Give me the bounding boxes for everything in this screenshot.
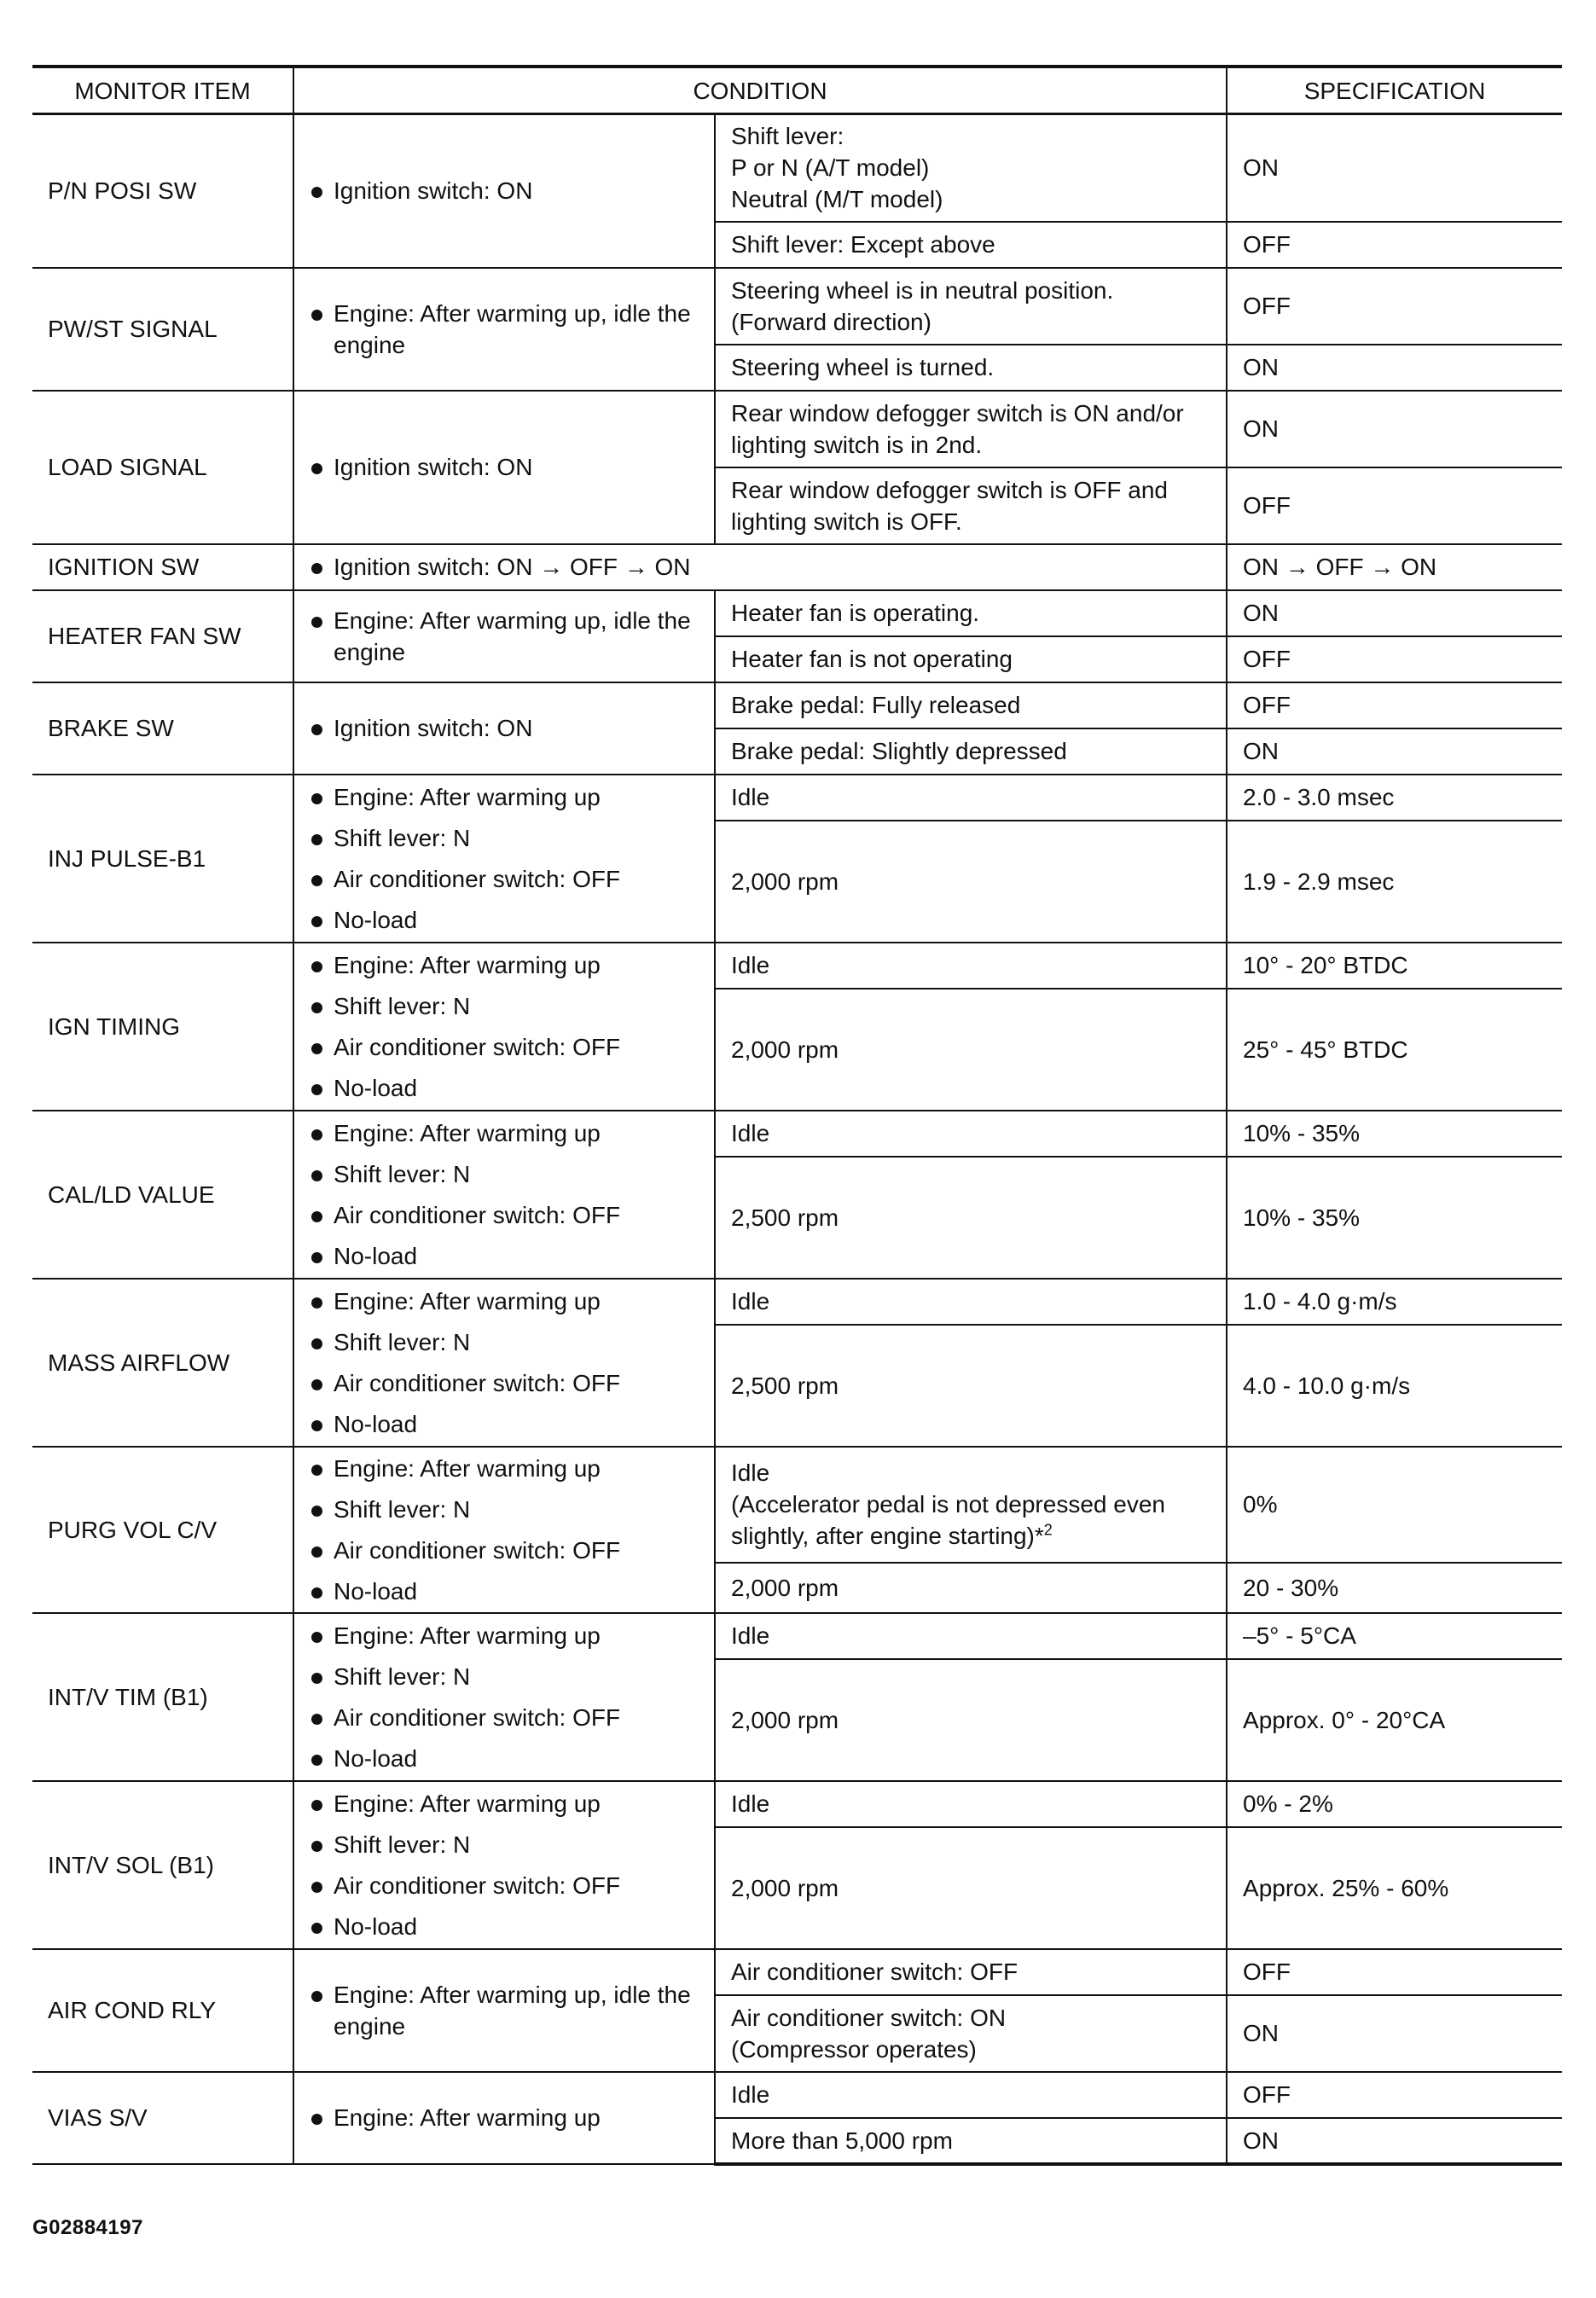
- sub-condition-cell: [715, 2072, 1227, 2118]
- specification-cell: 20 - 30%: [1227, 1563, 1562, 1613]
- specification-cell: OFF: [1227, 636, 1562, 682]
- sub-condition-line: Idle: [731, 952, 770, 978]
- condition-cell: [293, 1949, 715, 2072]
- sub-condition-cell: [715, 1781, 1227, 1827]
- condition-bullet: No-load: [310, 1408, 699, 1440]
- specification-cell: 0%: [1227, 1447, 1562, 1563]
- sub-condition-line: Idle: [731, 784, 770, 810]
- table-row: [32, 1613, 1562, 1659]
- table-row: [32, 391, 1562, 467]
- sub-condition-cell: [715, 775, 1227, 821]
- condition-cell: [293, 1447, 715, 1613]
- sub-condition-line: Air conditioner switch: OFF: [731, 1959, 1019, 1985]
- condition-cell: [293, 1111, 715, 1279]
- condition-bullet: Engine: After warming up: [310, 1620, 699, 1651]
- sub-condition-cell: [715, 943, 1227, 989]
- sub-condition-line: Steering wheel is turned.: [731, 354, 995, 380]
- monitor-item-cell: BRAKE SW: [32, 682, 293, 775]
- monitor-item-cell: VIAS S/V: [32, 2072, 293, 2164]
- sub-condition-cell: [715, 1279, 1227, 1325]
- sub-condition-cell: [715, 114, 1227, 222]
- table-row: [32, 1447, 1562, 1563]
- specification-cell: 10° - 20° BTDC: [1227, 943, 1562, 989]
- table-row: [32, 775, 1562, 821]
- sub-condition-line: Idle: [731, 1120, 770, 1146]
- specification-cell: ON: [1227, 590, 1562, 636]
- sub-condition-text: (Accelerator pedal is not depressed even slightly, after engine starting)*: [731, 1491, 1165, 1550]
- specification-cell: OFF: [1227, 268, 1562, 345]
- sub-condition-cell: [715, 222, 1227, 268]
- sub-condition-line: Idle: [731, 1622, 770, 1649]
- condition-bullet: No-load: [310, 1576, 699, 1607]
- sub-condition-line: 2,000 rpm: [731, 868, 839, 895]
- sub-condition-line: 2,500 rpm: [731, 1204, 839, 1231]
- monitor-item-cell: AIR COND RLY: [32, 1949, 293, 2072]
- header-row: [32, 67, 1562, 114]
- condition-cell: [293, 1279, 715, 1447]
- sub-condition-line: (Compressor operates): [731, 2035, 977, 2063]
- specification-cell: OFF: [1227, 222, 1562, 268]
- sub-condition-line: Rear window defogger switch is OFF and lighting switch is OFF.: [731, 476, 1168, 535]
- monitor-item-cell: CAL/LD VALUE: [32, 1111, 293, 1279]
- sub-condition-line: Brake pedal: Fully released: [731, 692, 1021, 718]
- condition-cell: [293, 114, 715, 268]
- condition-bullet: No-load: [310, 1911, 699, 1942]
- condition-bullet: Ignition switch: ON: [310, 451, 699, 483]
- condition-bullet: Engine: After warming up: [310, 1285, 699, 1317]
- monitor-item-cell: P/N POSI SW: [32, 114, 293, 268]
- condition-bullet: Air conditioner switch: OFF: [310, 863, 699, 895]
- sub-condition-cell: [715, 636, 1227, 682]
- condition-bullet: Engine: After warming up: [310, 1788, 699, 1819]
- sub-condition-line: Brake pedal: Slightly depressed: [731, 738, 1067, 764]
- sub-condition-cell: [715, 682, 1227, 728]
- specification-cell: 25° - 45° BTDC: [1227, 989, 1562, 1111]
- specification-cell: OFF: [1227, 1949, 1562, 1995]
- sub-condition-line: Heater fan is not operating: [731, 646, 1013, 672]
- sub-condition-cell: [715, 1827, 1227, 1949]
- monitor-item-cell: HEATER FAN SW: [32, 590, 293, 682]
- monitor-item-cell: IGNITION SW: [32, 544, 293, 590]
- specification-cell: OFF: [1227, 682, 1562, 728]
- monitor-item-cell: PW/ST SIGNAL: [32, 268, 293, 391]
- condition-bullet: Ignition switch: ON: [310, 712, 699, 744]
- sub-condition-line: Idle: [731, 2081, 770, 2108]
- condition-bullet: Air conditioner switch: OFF: [310, 1031, 699, 1063]
- condition-bullet: Air conditioner switch: OFF: [310, 1367, 699, 1399]
- condition-bullet: Engine: After warming up: [310, 1453, 699, 1484]
- sub-condition-cell: [715, 728, 1227, 775]
- condition-bullet: Air conditioner switch: OFF: [310, 1535, 699, 1566]
- specification-cell: OFF: [1227, 2072, 1562, 2118]
- sub-condition-line: Steering wheel is in neutral position.: [731, 276, 1114, 304]
- condition-bullet: Shift lever: N: [310, 1326, 699, 1358]
- sub-condition-line: Idle: [731, 1459, 770, 1487]
- sub-condition-line: 2,000 rpm: [731, 1036, 839, 1063]
- condition-cell: [293, 590, 715, 682]
- sub-condition-line: Rear window defogger switch is ON and/or lighting switch is in 2nd.: [731, 399, 1184, 458]
- monitor-item-cell: INT/V TIM (B1): [32, 1613, 293, 1781]
- specification-cell: 0% - 2%: [1227, 1781, 1562, 1827]
- condition-cell: [293, 775, 715, 943]
- condition-bullet: Engine: After warming up: [310, 2102, 699, 2133]
- condition-cell: [293, 391, 715, 544]
- condition-bullet: Engine: After warming up: [310, 949, 699, 981]
- specification-cell: 2.0 - 3.0 msec: [1227, 775, 1562, 821]
- sub-condition-cell: [715, 1157, 1227, 1279]
- footnote-marker: 2: [1043, 1521, 1053, 1539]
- table-row: [32, 544, 1562, 590]
- sub-condition-line: 2,500 rpm: [731, 1372, 839, 1399]
- condition-cell: [293, 2072, 715, 2164]
- condition-bullet: No-load: [310, 1240, 699, 1272]
- sub-condition-cell: [715, 590, 1227, 636]
- condition-bullet: Air conditioner switch: OFF: [310, 1199, 699, 1231]
- table-row: [32, 590, 1562, 636]
- sub-condition-line: Shift lever: Except above: [731, 231, 995, 258]
- specification-cell: ON: [1227, 391, 1562, 467]
- condition-bullet: Shift lever: N: [310, 822, 699, 854]
- sub-condition-cell: [715, 1563, 1227, 1613]
- sub-condition-cell: [715, 345, 1227, 391]
- specification-cell: Approx. 0° - 20°CA: [1227, 1659, 1562, 1781]
- table-row: [32, 1949, 1562, 1995]
- condition-cell: [293, 1613, 715, 1781]
- condition-bullet: Ignition switch: ON: [310, 175, 699, 206]
- monitor-item-cell: IGN TIMING: [32, 943, 293, 1111]
- table-row: [32, 268, 1562, 345]
- sub-condition-line: Neutral (M/T model): [731, 186, 943, 213]
- condition-bullet: Shift lever: N: [310, 1661, 699, 1692]
- table-body: [32, 67, 1562, 2164]
- sub-condition-cell: [715, 1447, 1227, 1563]
- sub-condition-line: 2,000 rpm: [731, 1574, 839, 1601]
- specification-cell: 1.0 - 4.0 g·m/s: [1227, 1279, 1562, 1325]
- sub-condition-cell: [715, 467, 1227, 544]
- table-row: [32, 114, 1562, 222]
- sub-condition-cell: [715, 1111, 1227, 1157]
- condition-bullet: Engine: After warming up, idle the engine: [310, 298, 699, 361]
- sub-condition-cell: [715, 2118, 1227, 2164]
- specification-cell: ON: [1227, 728, 1562, 775]
- monitor-item-cell: INJ PULSE-B1: [32, 775, 293, 943]
- header-condition: CONDITION: [293, 67, 1227, 114]
- table-row: [32, 1781, 1562, 1827]
- sub-condition-line: Idle: [731, 1790, 770, 1817]
- table-row: [32, 682, 1562, 728]
- table-row: [32, 1111, 1562, 1157]
- condition-bullet: No-load: [310, 1743, 699, 1774]
- sub-condition-cell: [715, 1659, 1227, 1781]
- condition-bullet: Air conditioner switch: OFF: [310, 1702, 699, 1733]
- specification-cell: ON: [1227, 114, 1562, 222]
- condition-cell: [293, 1781, 715, 1949]
- condition-bullet: Engine: After warming up, idle the engine: [310, 605, 699, 668]
- condition-bullet: Shift lever: N: [310, 990, 699, 1022]
- condition-cell: [293, 268, 715, 391]
- monitor-item-cell: INT/V SOL (B1): [32, 1781, 293, 1949]
- monitor-item-cell: MASS AIRFLOW: [32, 1279, 293, 1447]
- specification-cell: ON: [1227, 1995, 1562, 2072]
- header-monitor-item: MONITOR ITEM: [32, 67, 293, 114]
- specification-cell: ON → OFF → ON: [1227, 544, 1562, 590]
- sub-condition-cell: [715, 391, 1227, 467]
- specification-cell: 1.9 - 2.9 msec: [1227, 821, 1562, 943]
- specification-cell: –5° - 5°CA: [1227, 1613, 1562, 1659]
- table-row: [32, 2072, 1562, 2118]
- condition-bullet: Engine: After warming up: [310, 781, 699, 813]
- condition-bullet: Air conditioner switch: OFF: [310, 1870, 699, 1901]
- condition-bullet: No-load: [310, 1072, 699, 1104]
- specification-cell: OFF: [1227, 467, 1562, 544]
- monitor-item-cell: PURG VOL C/V: [32, 1447, 293, 1613]
- sub-condition-line: Air conditioner switch: ON: [731, 2004, 1007, 2031]
- sub-condition-line: Idle: [731, 1288, 770, 1314]
- specification-cell: 4.0 - 10.0 g·m/s: [1227, 1325, 1562, 1447]
- condition-cell: [293, 682, 715, 775]
- sub-condition-cell: [715, 1995, 1227, 2072]
- sub-condition-line: Shift lever:: [731, 123, 844, 150]
- monitor-item-cell: LOAD SIGNAL: [32, 391, 293, 544]
- specification-cell: 10% - 35%: [1227, 1111, 1562, 1157]
- sub-condition-line: 2,000 rpm: [731, 1706, 839, 1733]
- sub-condition-cell: [715, 1613, 1227, 1659]
- sub-condition-cell: [715, 989, 1227, 1111]
- specification-cell: ON: [1227, 345, 1562, 391]
- sub-condition-line: 2,000 rpm: [731, 1874, 839, 1901]
- specification-cell: 10% - 35%: [1227, 1157, 1562, 1279]
- sub-condition-cell: [715, 268, 1227, 345]
- figure-code: G02884197: [32, 2216, 143, 2239]
- monitor-spec-table: [32, 65, 1562, 2166]
- sub-condition-cell: [715, 1325, 1227, 1447]
- condition-cell: [293, 943, 715, 1111]
- condition-bullet: Shift lever: N: [310, 1494, 699, 1525]
- specification-cell: ON: [1227, 2118, 1562, 2164]
- condition-bullet: Engine: After warming up, idle the engine: [310, 1979, 699, 2042]
- condition-bullet: Ignition switch: ON → OFF → ON: [310, 551, 1210, 583]
- table-row: [32, 943, 1562, 989]
- sub-condition-line: (Forward direction): [731, 308, 931, 335]
- specification-cell: Approx. 25% - 60%: [1227, 1827, 1562, 1949]
- sub-condition-line: Heater fan is operating.: [731, 600, 980, 626]
- condition-cell: [293, 544, 1227, 590]
- table-row: [32, 1279, 1562, 1325]
- header-specification: SPECIFICATION: [1227, 67, 1562, 114]
- condition-bullet: Engine: After warming up: [310, 1117, 699, 1149]
- condition-bullet: Shift lever: N: [310, 1829, 699, 1860]
- sub-condition-cell: [715, 821, 1227, 943]
- condition-bullet: No-load: [310, 904, 699, 936]
- condition-bullet: Shift lever: N: [310, 1158, 699, 1190]
- sub-condition-line: More than 5,000 rpm: [731, 2127, 953, 2154]
- sub-condition-line: P or N (A/T model): [731, 154, 930, 182]
- sub-condition-cell: [715, 1949, 1227, 1995]
- sub-condition-line: [731, 1488, 1210, 1552]
